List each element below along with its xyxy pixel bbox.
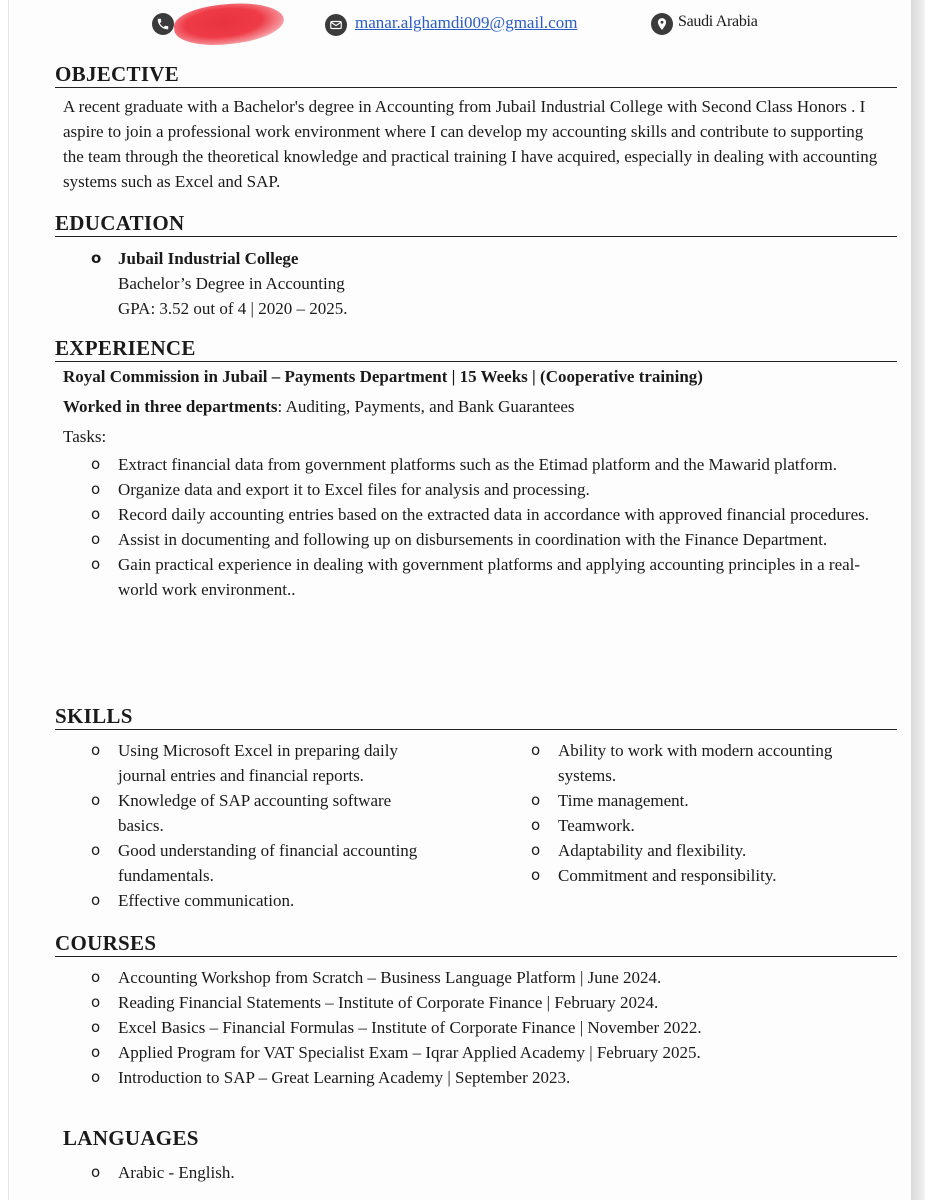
education-gpa: GPA: 3.52 out of 4 | 2020 – 2025. <box>118 299 348 318</box>
education-degree: Bachelor’s Degree in Accounting <box>118 274 345 293</box>
tasks-list <box>55 452 897 602</box>
section-heading: SKILLS <box>55 704 897 730</box>
departments-label: Worked in three departments <box>63 397 278 416</box>
skills-columns <box>55 738 897 913</box>
experience-departments <box>63 392 897 422</box>
list-item: o Excel Basics – Financial Formulas – Institute of Corporate Finance | November 2022. <box>55 1015 897 1040</box>
list-item: o Organize data and export it to Excel files for analysis and processing. <box>55 477 897 502</box>
experience-title: Royal Commission in Jubail – Payments Department | 15 Weeks | (Cooperative training) <box>63 367 703 386</box>
skills-list-left <box>55 738 495 913</box>
section-heading: COURSES <box>55 931 897 957</box>
section-heading: LANGUAGES <box>63 1126 199 1150</box>
list-item: o Ability to work with modern accounting systems. <box>495 738 858 788</box>
section-heading: EDUCATION <box>55 211 897 237</box>
tasks-label: Tasks: <box>63 427 107 446</box>
objective-text: A recent graduate with a Bachelor's degree in Accounting from Jubail Industrial College with Second Class Honors . I aspire to join a professional work environment where I can develop my accounting skills and contribute to supporting the team through the theoretical knowledge and practical training I have acquired, especially in dealing with accounting systems such as Excel and SAP. <box>63 97 878 191</box>
languages-section <box>63 1126 897 1185</box>
courses-section <box>55 931 897 1090</box>
envelope-icon <box>325 14 347 36</box>
list-item: o Accounting Workshop from Scratch – Business Language Platform | June 2024. <box>55 965 897 990</box>
list-item: o Assist in documenting and following up on disbursements in coordination with the Finance Department. <box>55 527 897 552</box>
list-item: o Using Microsoft Excel in preparing daily journal entries and financial reports. <box>55 738 438 788</box>
list-item: o Gain practical experience in dealing with government platforms and applying accounting principles in a real-world work environment.. <box>55 552 897 602</box>
list-item: o Record daily accounting entries based on the extracted data in accordance with approved financial procedures. <box>55 502 897 527</box>
section-heading: EXPERIENCE <box>55 336 897 362</box>
map-pin-icon <box>651 13 673 35</box>
education-section <box>55 211 897 321</box>
section-heading: OBJECTIVE <box>55 62 897 88</box>
list-item: o Teamwork. <box>495 813 897 838</box>
contact-bar <box>9 0 925 50</box>
list-item: o Knowledge of SAP accounting software basics. <box>55 788 438 838</box>
location-text: Saudi Arabia <box>678 13 758 30</box>
list-item: o Adaptability and flexibility. <box>495 838 897 863</box>
education-institution: o Jubail Industrial College <box>55 246 897 271</box>
skills-section <box>55 704 897 913</box>
languages-list <box>55 1160 897 1185</box>
list-item: o Commitment and responsibility. <box>495 863 897 888</box>
list-item: o Effective communication. <box>55 888 438 913</box>
objective-section <box>55 62 897 194</box>
phone-icon <box>152 13 174 35</box>
list-item: o Good understanding of financial accounting fundamentals. <box>55 838 438 888</box>
list-item: o Arabic - English. <box>55 1160 897 1185</box>
resume-page <box>8 0 925 1200</box>
redacted-phone-number <box>172 0 286 50</box>
email-link[interactable]: manar.alghamdi009@gmail.com <box>355 13 578 32</box>
list-item: o Introduction to SAP – Great Learning Academy | September 2023. <box>55 1065 897 1090</box>
education-list <box>55 246 897 271</box>
skills-list-right <box>495 738 897 913</box>
list-item: o Extract financial data from government platforms such as the Etimad platform and the Mawarid platform. <box>55 452 897 477</box>
courses-list <box>55 965 897 1090</box>
list-item: o Applied Program for VAT Specialist Exam – Iqrar Applied Academy | February 2025. <box>55 1040 897 1065</box>
list-item: o Reading Financial Statements – Institute of Corporate Finance | February 2024. <box>55 990 897 1015</box>
departments-value: : Auditing, Payments, and Bank Guarantees <box>277 397 575 416</box>
experience-section <box>55 336 897 602</box>
list-item: o Time management. <box>495 788 897 813</box>
page-edge-shadow <box>911 0 925 1200</box>
